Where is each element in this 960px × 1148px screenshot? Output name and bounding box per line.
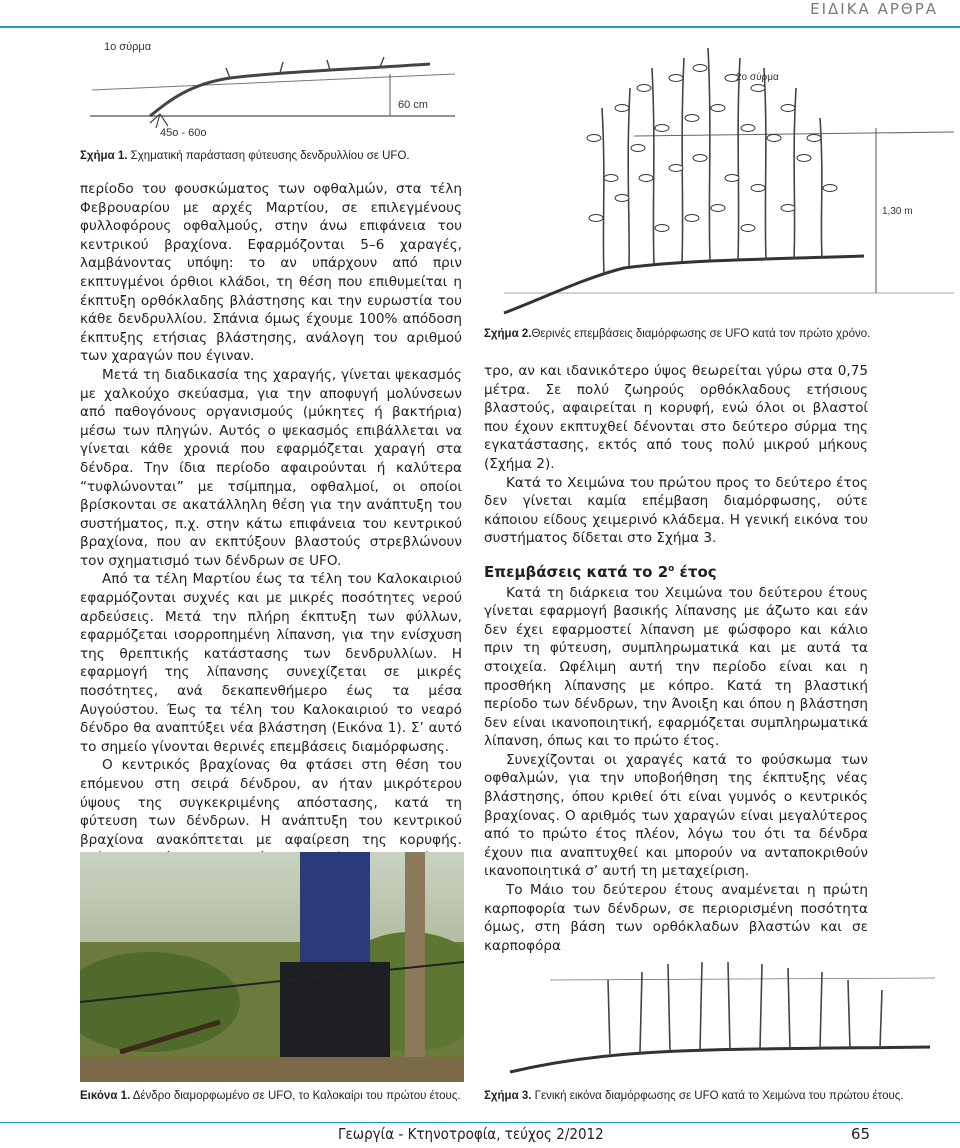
page-number: 65 <box>851 1125 871 1143</box>
paragraph: Συνεχίζονται οι χαραγές κατά το φούσκωμα των οφθαλμών, για την υποβοήθηση της έκπτυξης νέας βλάστησης, όπου κριθεί ότι είναι γυμνός ο κεντρικός βραχίονας. Ο αριθμός των χαραγών είναι μεγαλύτερος από το πρώτο έτος πλέον, λόγω του ότι τα δένδρα έχουν πια αναπτυχθεί και μπορούν να ανταποκριθούν ικανοποιητικά σ’ αυτή τη μεταχείριση. <box>484 751 868 880</box>
fig1-height-label: 60 cm <box>398 99 428 111</box>
fig2-wire-label: 2ο σύρμα <box>736 72 779 83</box>
paragraph: περίοδο του φουσκώματος των οφθαλμών, στα τέλη Φεβρουαρίου με αρχές Μαρτίου, σε επιλεγμένους φυλλοφόρους οφθαλμούς, στην άνω επιφάνεια του κεντρικού βραχίονα. Εφαρμόζονται 5–6 χαραγές, λαμβάνοντας υπόψη: το αν υπάρχουν από πριν εκπτυγμένοι όρθιοι κλάδοι, τη θέση που επιθυμείται η έκπτυξη ορθόκλαδης βλάστησης και την ευρωστία του κάθε δενδρυλλίου. Σπάνια όμως έχουμε 100% απόδοση έκπτυξης ετήσιας βλάστησης, ανάλογη του αριθμού των χαραγών που έγιναν. <box>80 181 462 365</box>
journal-footer: Γεωργία - Κτηνοτροφία, τεύχος 2/2012 <box>338 1125 604 1143</box>
caption-text: Σχηματική παράσταση φύτευσης δενδρυλλίου σε UFO. <box>127 150 410 162</box>
fig1-wire-label: 1ο σύρμα <box>104 41 152 53</box>
figure-3-drawing <box>490 950 940 1085</box>
section-title: ΕΙΔΙΚΑ ΑΡΘΡΑ <box>810 0 938 18</box>
left-text-column <box>80 180 462 887</box>
caption-text: Θερινές επεμβάσεις διαμόρφωσης σε UFO κατά τον πρώτο χρόνο. <box>531 328 871 340</box>
right-text-column <box>484 362 868 955</box>
caption-label: Σχήμα 2. <box>484 328 532 340</box>
paragraph: Μετά τη διαδικασία της χαραγής, γίνεται ψεκασμός με χαλκούχο σκεύασμα, για την αποφυγή μολύνσεων από παθογόνους οργανισμούς (μύκητες ή βακτήρια) μέσω των πληγών. Αυτός ο ψεκασμός επιβάλλεται να γίνεται κάθε χρονιά που εφαρμόζεται χαραγή στα δένδρα. Την ίδια περίοδο αφαιρούνται ή καλύτερα “τυφλώνονται” με τσίμπημα, οφθαλμοί, οι οποίοι βρίσκονται σε ακατάλληλη θέση για την ανάπτυξη του συστήματος, π.χ. στην κάτω επιφάνεια του κεντρικού βραχίονα, που αν εκπτύξουν βλαστούς στρεβλώνουν τον σχηματισμό των δένδρων σε UFO. <box>80 366 462 569</box>
figure-2-caption <box>484 328 870 340</box>
paragraph: Κατά το Χειμώνα του πρώτου προς το δεύτερο έτος δεν γίνεται καμία επέμβαση διαμόρφωσης, ούτε κάποιου είδους χειμερινό κλάδεμα. Η γενική εικόνα του συστήματος δίδεται στο Σχήμα 3. <box>484 474 868 547</box>
caption-label: Σχήμα 3. <box>484 1090 532 1102</box>
heading-text-tail: έτος <box>674 562 717 581</box>
footer-rule <box>0 1122 960 1123</box>
fig1-angle-label: 45ο - 60ο <box>160 127 207 139</box>
fig2-height-label: 1,30 m <box>882 206 913 217</box>
paragraph: Ο κεντρικός βραχίονας θα φτάσει στη θέση του επόμενου στη σειρά δένδρου, αν ήταν μικρότερου ύψους της συγκεκριμένης απόστασης, κατά τη φύτευση των δένδρων. Η ανάπτυξη του κεντρικού βραχίονα ανακόπτεται με αφαίρεση της κορυφής. <box>80 757 462 848</box>
caption-label: Σχήμα 1. <box>80 150 128 162</box>
figure-2-drawing <box>484 28 954 323</box>
heading-superscript: ο <box>668 563 675 574</box>
paragraph: τρο, αν και ιδανικότερο ύψος θεωρείται γύρω στα 0,75 μέτρα. Σε πολύ ζωηρούς ορθόκλαδους ετήσιους βλαστούς, αφαιρείται η κορυφή, ενώ όλοι οι βλαστοί που έχουν εκπτυχθεί δένονται στο δεύτερο σύρμα της εγκατάστασης, εκτός από τους πολύ μικρού μήκους (Σχήμα 2). <box>484 363 868 472</box>
caption-text: Γενική εικόνα διαμόρφωσης σε UFO κατά το Χειμώνα του πρώτου έτους. <box>531 1090 904 1102</box>
figure-3-caption <box>484 1090 904 1102</box>
photo-1-caption <box>80 1090 461 1102</box>
section-heading <box>484 560 868 582</box>
photo-ufo-tree <box>80 852 464 1082</box>
figure-1-caption <box>80 150 410 162</box>
paragraph: Το Μάιο του δεύτερου έτους αναμένεται η πρώτη καρποφορία των δένδρων, σε περιορισμένη ποσότητα όμως, στη βάση των ορθόκλαδων βλαστών και σε καρποφόρα <box>484 882 868 954</box>
figure-1-drawing <box>80 28 460 143</box>
heading-text: Επεμβάσεις κατά το 2 <box>484 562 669 581</box>
paragraph: Κατά τη διάρκεια του Χειμώνα του δεύτερου έτους γίνεται εφαρμογή βασικής λίπανσης με άζωτο και εάν δεν έχει εφαρμοστεί λίπανση με φώσφορο και κάλιο πριν τη φύτευση, συμπληρωματικά και με αυτά τα στοιχεία. Ωφέλιμη αυτή την περίοδο είναι και η προσθήκη λίπανσης με κόπρο. Κατά τη βλαστική περίοδο των δένδρων, την Άνοιξη και όπου η βλάστηση δεν είναι ικανοποιητική, εφαρμόζεται συμπληρωματικά λίπανση, όπως και το πρώτο έτος. <box>484 584 868 750</box>
caption-text: Δένδρο διαμορφωμένο σε UFO, το Καλοκαίρι του πρώτου έτους. <box>130 1090 461 1102</box>
paragraph: Από τα τέλη Μαρτίου έως τα τέλη του Καλοκαιριού εφαρμόζονται συχνές και με μικρές ποσότητες νερού αρδεύσεις. Μετά την πλήρη έκπτυξη των φύλλων, εφαρμόζεται ισορροπημένη λίπανση, για την ενίσχυση της θρεπτικής κατάστασης των δενδρυλλίων. Η εφαρμογή της λίπανσης συνεχίζεται σε μικρές ποσότητες, ανά δεκαπενθήμερο έως τα μέσα Αυγούστου. Έως τα τέλη του Καλοκαιριού το νεαρό δένδρο θα αναπτύξει νέα βλάστηση (Εικόνα 1). Σ’ αυτό το σημείο γίνονται θερινές επεμβάσεις διαμόρφωσης. <box>80 571 462 755</box>
caption-label: Εικόνα 1. <box>80 1090 131 1102</box>
